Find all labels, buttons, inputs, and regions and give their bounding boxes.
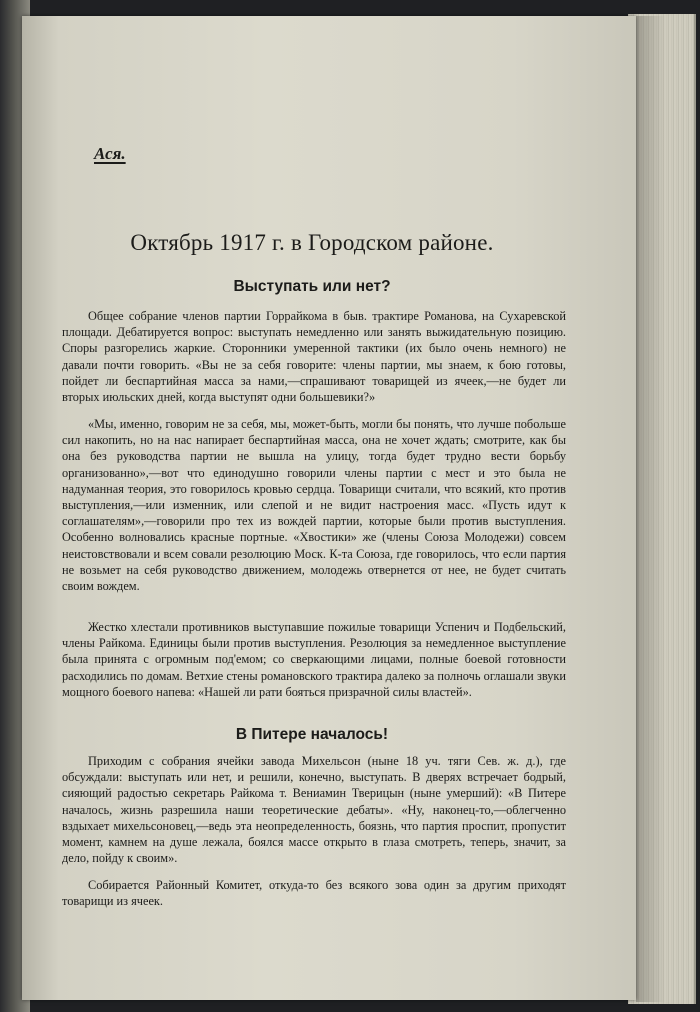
chapter-title: Октябрь 1917 г. в Городском районе.	[130, 230, 494, 255]
paragraph: Приходим с собрания ячейки завода Михельсон (ныне 18 уч. тяги Сев. ж. д.), где обсуждали: выступать или нет, и решили, конечно, выступать. В дверях встречает бодрый, сияющий радостью секретарь Райкома т. Вениамин Тверицын (ныне умерший): «В Питере началось, жизнь разрешила наши теоретические дебаты». «Ну, наконец-то,—облегченно вздыхает михельсоновец,—ведь эта неопределенность, боязнь, что партия проспит, пропустит момент, камнем на душе лежала, боялся массе открыто в глаза смотреть, теперь, значит, за дело, пойду к своим».	[62, 754, 566, 866]
paragraph: Общее собрание членов партии Горрайкома в быв. трактире Романова, на Сухаревской площади. Дебатируется вопрос: выступать немедленно или занять выжидательную позицию. Споры разгорелись жаркие. Сторонники умеренной тактики (их было очень немного) не давали почти говорить. «Вы не за себя говорите: члены партии, мы знаем, к бою готовы, пойдет ли беспартийная масса за нами,—спрашивают товарищей из ячеек,—не будет ли вторых июльских дней, когда выступят одни большевики?»	[62, 309, 566, 405]
paragraph: «Мы, именно, говорим не за себя, мы, может-быть, могли бы понять, что лучше побольше сил накопить, но на нас напирает беспартийная масса, она не хочет ждать; смотрите, как бы она без руководства партии не вышла на улицу, тогда будет трудно вести борьбу организованно»,—вот что единодушно говорили члены партии с мест и это была не надуманная теория, это говорилось кровью сердца. Товарищи считали, что всякий, кто против выступления,—или изменник, или слепой и не видит настроения масс. «Пусть идут к соглашателям»,—говорили про тех из вождей партии, которые были против выступления. Особенно волновались красные портные. «Хвостики» же (члены Союза Молодежи) совсем неистовствовали и всем совали резолюцию Моск. К-та Союза, где говорилось, что если партия не возьмет на себя руководство движением, молодежь отвернется от нее, не будет считать своим вождем.	[62, 417, 566, 594]
section-heading: Выступать или нет?	[233, 278, 391, 295]
paragraph: Собирается Районный Комитет, откуда-то без всякого зова один за другим приходят товарищи из ячеек.	[62, 878, 566, 909]
author-signature: Ася.	[94, 144, 126, 163]
section-heading: В Питере началось!	[235, 726, 389, 743]
paragraph: Жестко хлестали противников выступавшие пожилые товарищи Успенич и Подбельский, члены Райкома. Единицы были против выступления. Резолюция за немедленное выступление была принята с огромным под'емом; со сверкающими лицами, полные боевой готовности расходились по домам. Ветхие стены романовского трактира далеко за полночь оглашали звуки мощного боевого напева: «Нашей ли рати бояться призрачной силы властей».	[62, 620, 566, 699]
book-page	[22, 16, 636, 1000]
page-shadow	[636, 16, 666, 1002]
